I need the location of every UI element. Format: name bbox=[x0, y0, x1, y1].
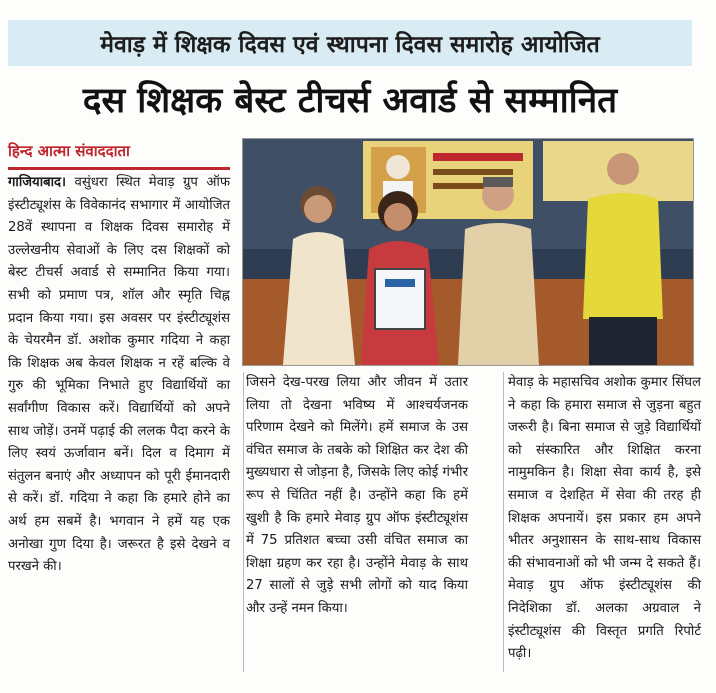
article-column-1 bbox=[8, 172, 230, 672]
kicker-headline: मेवाड़ में शिक्षक दिवस एवं स्थापना दिवस समारोह आयोजित bbox=[8, 20, 692, 66]
article-column-2: जिसने देख-परख लिया और जीवन में उतार लिया तो देखना भविष्य में आश्चर्यजनक परिणाम देखने को मिलेंगे। हमें समाज के उस वंचित समाज के तबके को शिक्षित कर देश की मुख्यधारा से जोड़ना है, जिसके लिए कोई गंभीर रूप से चिंतित नहीं है। उन्होंने कहा कि हमें खुशी है कि हमारे मेवाड़ ग्रुप ऑफ इंस्टीट्यूशंस में 75 प्रतिशत बच्चा उसी वंचित समाज का शिक्षा ग्रहण कर रहा है। उन्होंने मेवाड़ के साथ 27 सालों से जुड़े सभी लोगों को याद किया और उन्हें नमन किया। bbox=[243, 372, 468, 672]
column-1-text: वसुंधरा स्थित मेवाड़ ग्रुप ऑफ इंस्टीट्यूशंस के विवेकानंद सभागार में आयोजित 28वें स्थापना व शिक्षक दिवस समारोह में उल्लेखनीय सेवाओं के लिए दस शिक्षकों को बेस्ट टीचर्स अवार्ड से सम्मानित किया गया। सभी को प्रमाण पत्र, शॉल और स्मृति चिह्न प्रदान किया गया। इस अवसर पर इंस्टीट्यूशंस के चेयरमैन डॉ. अशोक कुमार गदिया ने कहा कि शिक्षक अब केवल शिक्षक न रहें बल्कि वे गुरु की भूमिका निभाते हुए विद्यार्थियों का सर्वांगीण विकास करें। विद्यार्थियों को अपने साथ जोड़ें। उनमें पढ़ाई की ललक पैदा करने के लिए स्वयं ऊर्जावान बनें। दिल व दिमाग में संतुलन बनाएं और अध्यापन को पूरी ईमानदारी से करें। डॉ. गदिया ने कहा कि हमारे होने का अर्थ हम सबमें है। भगवान ने हमें यह एक अनोखा गुण दिया है। जरूरत है इसे देखने व परखने की। bbox=[8, 175, 230, 575]
photo-illustration bbox=[243, 139, 693, 365]
byline: हिन्द आत्मा संवाददाता bbox=[8, 141, 230, 170]
dateline: गाजियाबाद। bbox=[8, 175, 67, 190]
article-column-3: मेवाड़ के महासचिव अशोक कुमार सिंघल ने कहा कि हमारा समाज से जुड़ना बहुत जरूरी है। बिना समाज से जुड़े विद्यार्थियों को संस्कारित और शिक्षित करना नामुमकिन है। शिक्षा सेवा कार्य है, इसे समाज व देशहित में सेवा की तरह ही शिक्षक अपनायें। इस प्रकार हम अपने भीतर अनुशासन के साथ-साथ विकास की संभावनाओं को भी जन्म दे सकते हैं। मेवाड़ ग्रुप ऑफ इंस्टीट्यूशंस की निदेशिका डॉ. अलका अग्रवाल ने इंस्टीट्यूशंस की विस्तृत प्रगति रिपोर्ट पढ़ी। bbox=[503, 372, 701, 672]
award-ceremony-photo bbox=[242, 138, 694, 366]
main-headline: दस शिक्षक बेस्ट टीचर्स अवार्ड से सम्मानित bbox=[82, 80, 618, 121]
